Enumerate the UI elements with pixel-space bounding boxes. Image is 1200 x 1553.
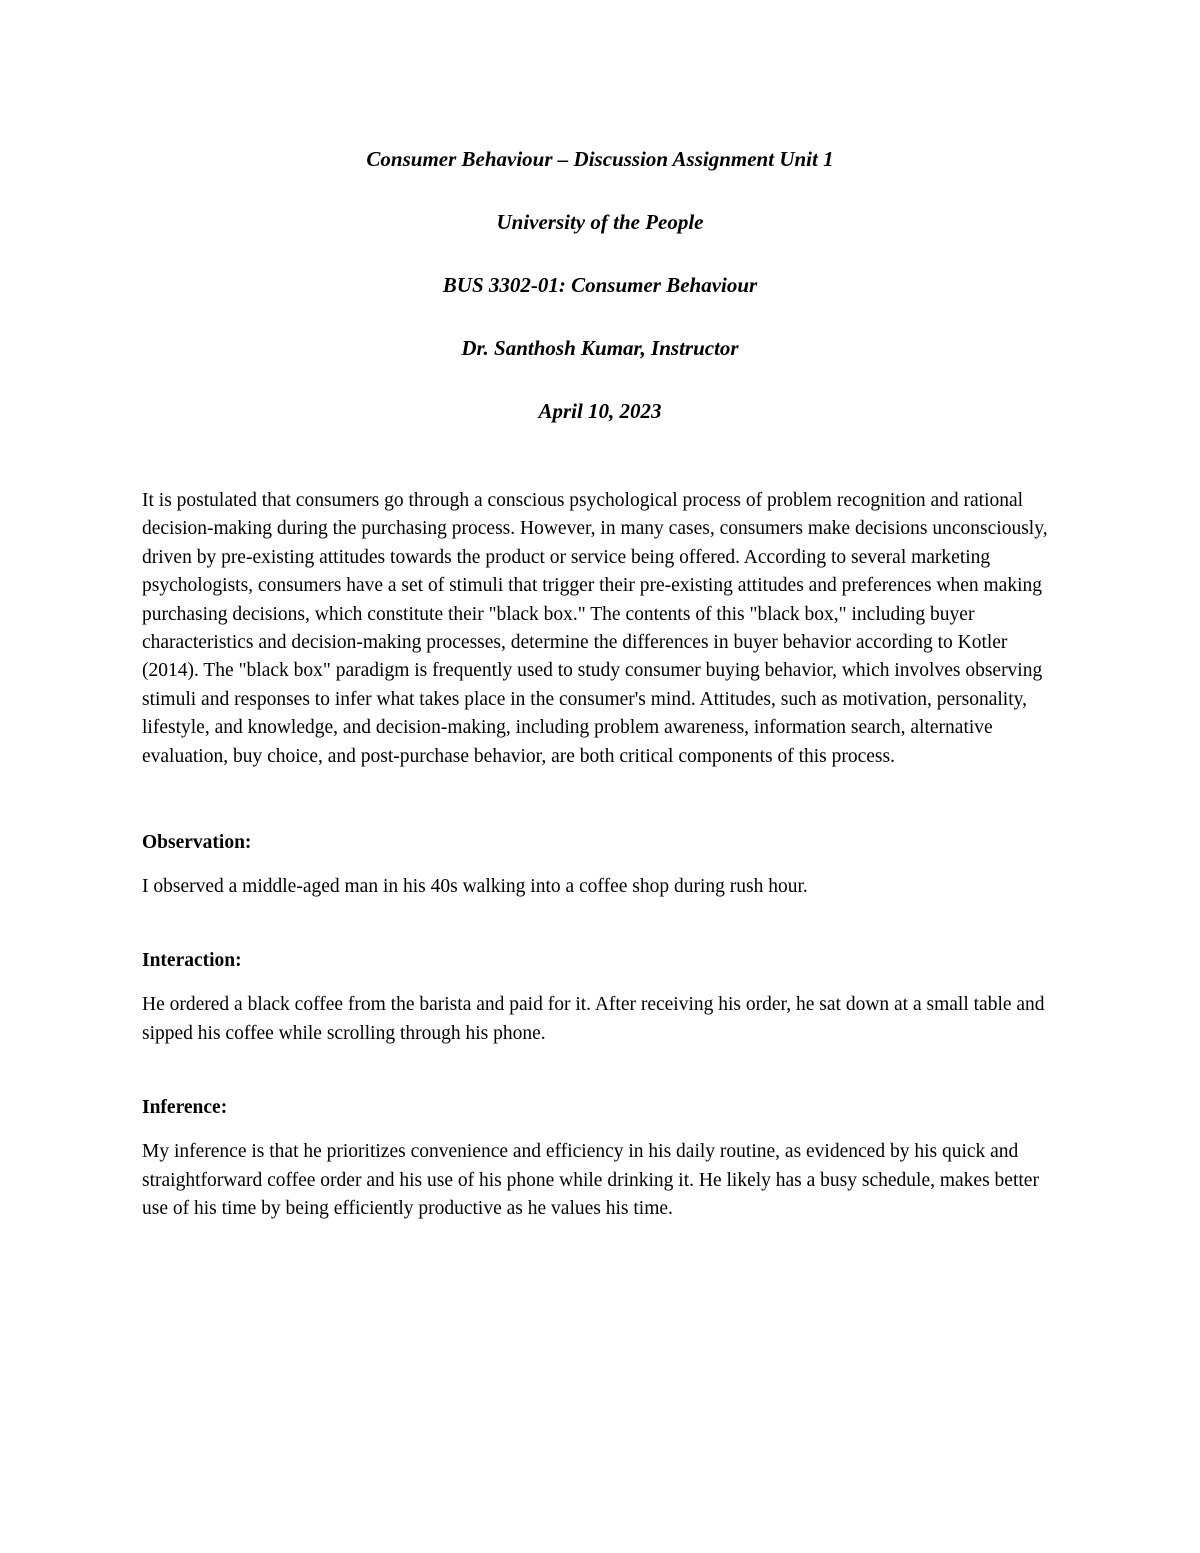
inference-text: My inference is that he prioritizes convenience and efficiency in his daily routine, as evidenced by his quick and straightforward coffee order and his use of his phone while drinking it. He likely has a busy schedule, makes better use of his time by being efficiently productive as he values his time. <box>142 1141 1039 1220</box>
inference-section <box>142 1094 1058 1223</box>
observation-heading: Observation: <box>142 832 252 854</box>
interaction-text: He ordered a black coffee from the barista and paid for it. After receiving his order, he sat down at a small table and sipped his coffee while scrolling through his phone. <box>142 994 1045 1044</box>
inference-heading: Inference: <box>142 1097 228 1119</box>
interaction-section <box>142 947 1058 1048</box>
instructor-name: Dr. Santhosh Kumar, Instructor <box>461 336 739 360</box>
interaction-heading: Interaction: <box>142 950 242 972</box>
intro-paragraph: It is postulated that consumers go through a conscious psychological process of problem recognition and rational decision-making during the purchasing process. However, in many cases, consumers make decisions unconsciously, driven by pre-existing attitudes towards the product or service being offered. According to several marketing psychologists, consumers have a set of stimuli that trigger their pre-existing attitudes and preferences when making purchasing decisions, which constitute their "black box." The contents of this "black box," including buyer characteristics and decision-making processes, determine the differences in buyer behavior according to Kotler (2014). The "black box" paradigm is frequently used to study consumer buying behavior, which involves observing stimuli and responses to infer what takes place in the consumer's mind. Attitudes, such as motivation, personality, lifestyle, and knowledge, and decision-making, including problem awareness, information search, alternative evaluation, buy choice, and post-purchase behavior, are both critical components of this process. <box>142 490 1048 767</box>
assignment-title: Consumer Behaviour – Discussion Assignment Unit 1 <box>366 147 834 171</box>
course-name: BUS 3302-01: Consumer Behaviour <box>442 273 758 297</box>
document-body <box>142 487 1058 1270</box>
title-block <box>0 145 1200 460</box>
observation-text: I observed a middle-aged man in his 40s walking into a coffee shop during rush hour. <box>142 876 808 898</box>
university-name: University of the People <box>496 210 704 234</box>
observation-section <box>142 829 1058 901</box>
document-date: April 10, 2023 <box>538 399 662 423</box>
